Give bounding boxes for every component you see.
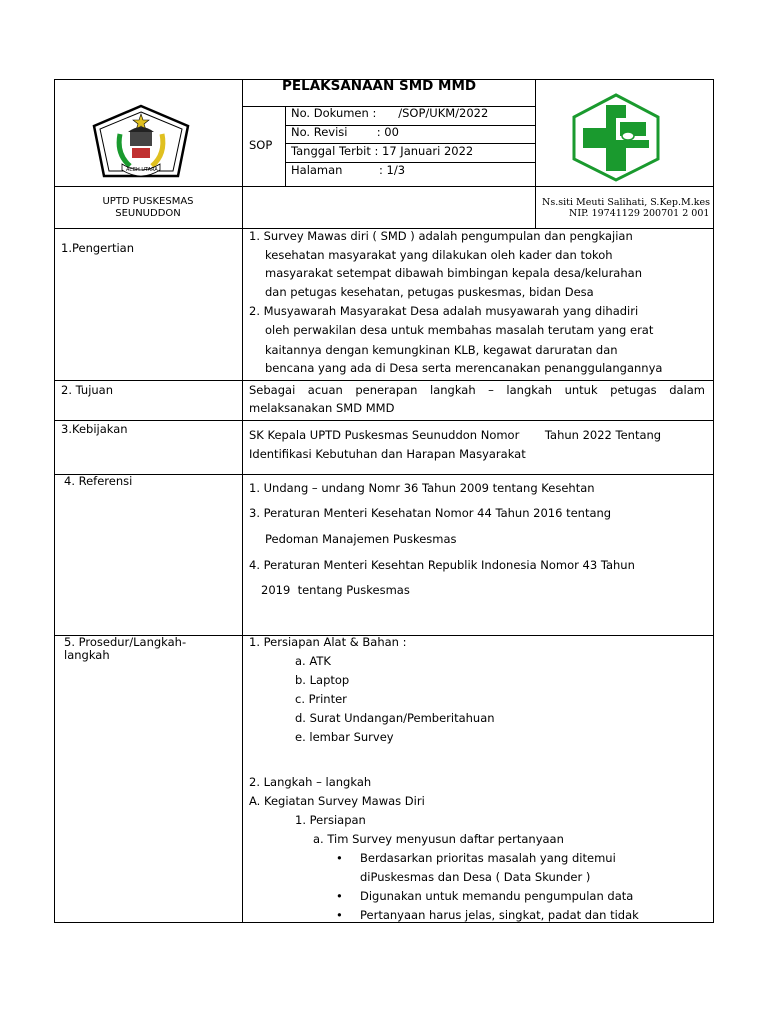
referensi-label: 4. Referensi — [64, 474, 133, 488]
sop-label: SOP — [249, 138, 273, 152]
referensi-line: 4. Peraturan Menteri Kesehtan Republik Indonesia Nomor 43 Tahun — [249, 558, 635, 572]
puskesmas-logo-icon — [570, 92, 662, 182]
pengertian-line: bencana yang ada di Desa serta merencanakan penanggulangannya — [265, 361, 663, 375]
signer-nip: NIP. 19741129 200701 2 001 — [569, 208, 710, 219]
prosedur-label-line2: langkah — [64, 648, 110, 662]
langkah-title: 2. Langkah – langkah — [249, 775, 372, 789]
prosedur-label-line1: 5. Prosedur/Langkah- — [64, 635, 187, 649]
no-revisi: No. Revisi : 00 — [291, 125, 399, 139]
pengertian-line: 2. Musyawarah Masyarakat Desa adalah musyawarah yang dihadiri — [249, 304, 639, 318]
bullet-item-cont: diPuskesmas dan Desa ( Data Skunder ) — [360, 870, 591, 884]
pengertian-label: 1.Pengertian — [61, 241, 135, 255]
no-dokumen: No. Dokumen : /SOP/UKM/2022 — [291, 106, 489, 120]
persiapan-item: b. Laptop — [295, 673, 350, 687]
bullet-item: • Pertanyaan harus jelas, singkat, padat dan tidak — [360, 908, 639, 922]
halaman: Halaman : 1/3 — [291, 163, 406, 177]
pengertian-line: kesehatan masyarakat yang dilakukan oleh kader dan tokoh — [265, 248, 613, 262]
org-name-line2: SEUNUDDON — [115, 208, 181, 219]
persiapan-sub: 1. Persiapan — [295, 813, 366, 827]
kebijakan-line2: Identifikasi Kebutuhan dan Harapan Masyarakat — [249, 447, 526, 461]
persiapan-title: 1. Persiapan Alat & Bahan : — [249, 635, 407, 649]
persiapan-item: d. Surat Undangan/Pemberitahuan — [295, 711, 495, 725]
persiapan-item: c. Printer — [295, 692, 347, 706]
bullet-item: • Berdasarkan prioritas masalah yang ditemui — [360, 851, 616, 865]
persiapan-item: e. lembar Survey — [295, 730, 394, 744]
tujuan-label: 2. Tujuan — [61, 383, 114, 397]
pengertian-line: dan petugas kesehatan, petugas puskesmas, bidan Desa — [265, 285, 594, 299]
tim-survey: a. Tim Survey menyusun daftar pertanyaan — [313, 832, 564, 846]
page-title: PELAKSANAAN SMD MMD — [282, 78, 477, 94]
referensi-line: 2019 tentang Puskesmas — [261, 583, 410, 597]
aceh-utara-emblem-icon — [90, 104, 192, 184]
referensi-line: 3. Peraturan Menteri Kesehatan Nomor 44 Tahun 2016 tentang — [249, 506, 612, 520]
bullet-item: • Digunakan untuk memandu pengumpulan data — [360, 889, 633, 903]
emblem-text: ACEH UTARA — [126, 167, 158, 173]
tujuan-line1: Sebagai acuan penerapan langkah – langkah untuk petugas dalam — [249, 383, 705, 397]
pengertian-line: masyarakat setempat dibawah bimbingan kepala desa/kelurahan — [265, 266, 642, 280]
org-name-line1: UPTD PUSKESMAS — [102, 196, 194, 207]
persiapan-item: a. ATK — [295, 654, 331, 668]
referensi-line: Pedoman Manajemen Puskesmas — [265, 532, 457, 546]
referensi-line: 1. Undang – undang Nomr 36 Tahun 2009 tentang Kesehtan — [249, 481, 595, 495]
tanggal-terbit: Tanggal Terbit : 17 Januari 2022 — [291, 144, 474, 158]
kegiatan-title: A. Kegiatan Survey Mawas Diri — [249, 794, 425, 808]
tujuan-line2: melaksanakan SMD MMD — [249, 401, 395, 415]
kebijakan-line1: SK Kepala UPTD Puskesmas Seunuddon Nomor Tahun 2022 Tentang — [249, 428, 662, 442]
signer-name: Ns.siti Meuti Salihati, S.Kep.M.kes — [542, 197, 711, 208]
pengertian-line: oleh perwakilan desa untuk membahas masalah terutam yang erat — [265, 323, 654, 337]
pengertian-line: 1. Survey Mawas diri ( SMD ) adalah pengumpulan dan pengkajian — [249, 229, 633, 243]
pengertian-line: kaitannya dengan kemungkinan KLB, kegawat daruratan dan — [265, 343, 618, 357]
kebijakan-label: 3.Kebijakan — [61, 422, 128, 436]
